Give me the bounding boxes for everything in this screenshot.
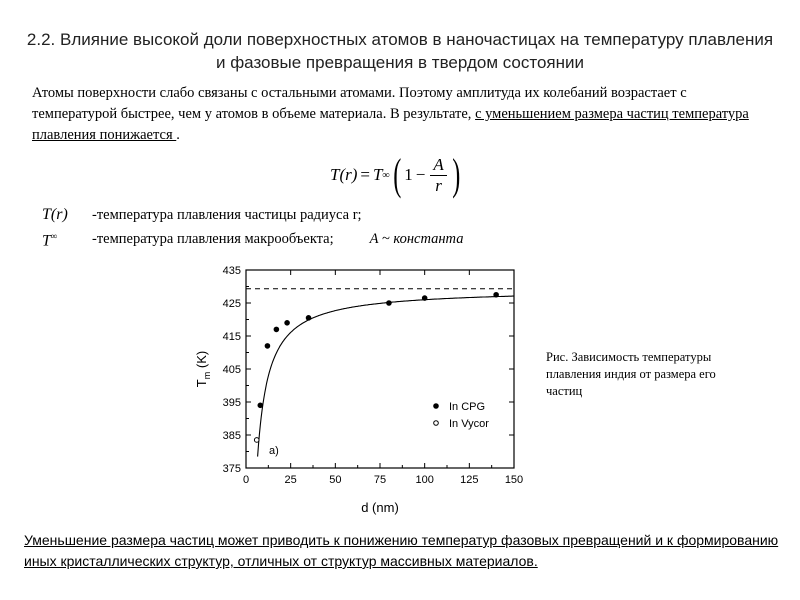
y-axis-label-main: T (194, 379, 209, 388)
x-tick-label: 150 (504, 474, 524, 486)
melting-chart (190, 256, 530, 526)
def-text-tinf: -температура плавления макрообъекта; (92, 231, 334, 247)
def-constant: A ~ константа (369, 231, 464, 247)
point-cpg (258, 403, 263, 408)
intro-paragraph (32, 83, 772, 146)
definition-row-1 (42, 203, 463, 227)
formula-right-paren: ) (452, 150, 461, 199)
intro-text: Атомы поверхности слабо связаны с остальными атомами. Поэтому амплитуда их колебаний возрастает с температурой быстрее, чем у атомов в объеме материала. В результате, (32, 85, 687, 122)
page-title: 2.2. Влияние высокой доли поверхностных атомов в наночастицах на температуру плавления и фазовые превращения в твердом состоянии (26, 30, 774, 72)
conclusion-text: Уменьшение размера частиц может приводить к понижению температур фазовых превращений и к формированию иных кристаллических структур, отличных от структур массивных материалов. (24, 532, 779, 569)
figure-caption: Рис. Зависимость температуры плавления индия от размера его частиц (546, 350, 716, 398)
formula-minus: − (415, 165, 426, 184)
y-axis-label-sub: m (202, 371, 212, 380)
x-tick-label: 50 (329, 474, 342, 486)
point-cpg (306, 316, 311, 321)
x-axis-label: d (nm) (361, 500, 399, 515)
panel-label: a) (269, 445, 279, 457)
point-vycor (254, 438, 259, 443)
point-cpg (274, 327, 279, 332)
y-tick-label: 395 (222, 397, 241, 409)
formula-den: r (435, 175, 442, 195)
y-tick-label: 435 (222, 265, 241, 277)
def-tinf-sup: ∞ (50, 231, 58, 242)
formula-left-paren: ( (392, 150, 401, 199)
y-axis-label (194, 351, 212, 387)
point-cpg (387, 301, 392, 306)
intro-end: . (176, 127, 180, 143)
formula-tinf-sup: ∞ (382, 169, 390, 181)
intro-underlined-text: с уменьшением размера частиц температура плавления понижается (32, 106, 749, 143)
melting-formula (330, 151, 463, 199)
fit-curve (258, 296, 514, 457)
point-cpg (422, 296, 427, 301)
y-axis-label-unit: (K) (194, 350, 209, 372)
formula-eq: = (360, 165, 370, 184)
x-tick-label: 100 (415, 474, 434, 486)
x-tick-label: 125 (460, 474, 479, 486)
formula-tinf: T (373, 165, 383, 184)
definition-row-2 (42, 227, 463, 251)
y-tick-label: 405 (222, 364, 241, 376)
def-symbol-tinf (42, 225, 92, 252)
formula-fraction (430, 155, 446, 196)
y-tick-label: 415 (222, 331, 241, 343)
point-cpg (285, 321, 290, 326)
def-symbol-tr: T(r) (42, 206, 68, 223)
formula-num: A (430, 155, 446, 176)
point-cpg (265, 344, 270, 349)
y-tick-label: 425 (222, 298, 241, 310)
legend-label: In Vycor (449, 418, 489, 430)
point-cpg (494, 292, 499, 297)
y-tick-label: 385 (222, 430, 241, 442)
legend-marker (434, 404, 439, 409)
legend-label: In CPG (449, 401, 486, 413)
legend-marker (434, 421, 439, 426)
formula-lhs: T(r) (330, 165, 358, 184)
x-tick-label: 0 (242, 474, 250, 486)
y-tick-label: 375 (222, 463, 241, 475)
x-tick-label: 75 (373, 474, 387, 486)
formula-one: 1 (404, 165, 413, 184)
plot-frame (246, 270, 514, 468)
x-tick-label: 25 (284, 474, 297, 486)
def-text-tr: -температура плавления частицы радиуса r; (92, 207, 362, 223)
def-tinf: T (42, 232, 51, 250)
definitions (42, 203, 463, 251)
